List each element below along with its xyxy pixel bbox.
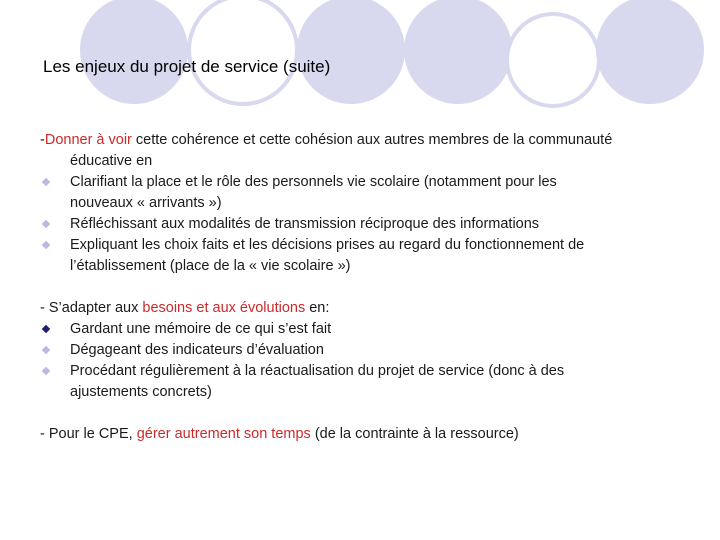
section3-highlight: gérer autrement son temps: [136, 426, 311, 442]
diamond-bullet-icon: [42, 178, 50, 186]
circle-filled-4: [596, 0, 704, 104]
diamond-bullet-icon: [42, 367, 50, 375]
list-item: Réfléchissant aux modalités de transmission réciproque des informations: [40, 214, 680, 235]
circle-filled-2: [297, 0, 405, 104]
section3-lead: [40, 424, 680, 445]
section1-continuation: éducative en: [70, 153, 153, 169]
section1-highlight: Donner à voir: [44, 132, 132, 148]
circle-filled-1: [80, 0, 188, 104]
section2-lead: [40, 298, 680, 319]
section2-rest: en:: [305, 300, 330, 316]
circle-outline-1: [189, 0, 297, 104]
diamond-bullet-icon: [42, 220, 50, 228]
section3-prefix: - Pour le CPE,: [40, 426, 137, 442]
circle-outline-2: [507, 14, 599, 106]
section1-lead: [40, 130, 680, 151]
diamond-bullet-icon: [42, 325, 50, 333]
circle-filled-3: [404, 0, 512, 104]
section2-prefix: - S’adapter aux: [40, 300, 143, 316]
slide-body: [40, 130, 680, 445]
list-item: Dégageant des indicateurs d’évaluation: [40, 340, 680, 361]
section2-highlight: besoins et aux évolutions: [142, 300, 306, 316]
list-item: Expliquant les choix faits et les décisions prises au regard du fonctionnement de l’établissement (place de la « vie scolaire »): [40, 235, 680, 277]
slide-title: Les enjeux du projet de service (suite): [43, 57, 331, 76]
list-item: Clarifiant la place et le rôle des personnels vie scolaire (notamment pour les nouveaux « arrivants »): [40, 172, 680, 214]
diamond-bullet-icon: [42, 346, 50, 354]
list-item: Procédant régulièrement à la réactualisation du projet de service (donc à des ajustements concrets): [40, 361, 680, 403]
section1-rest: cette cohérence et cette cohésion aux autres membres de la communauté: [131, 132, 613, 148]
list-item: Gardant une mémoire de ce qui s’est fait: [40, 319, 680, 340]
diamond-bullet-icon: [42, 241, 50, 249]
section1-prefix: -: [40, 132, 45, 148]
section3-rest: (de la contrainte à la ressource): [310, 426, 519, 442]
